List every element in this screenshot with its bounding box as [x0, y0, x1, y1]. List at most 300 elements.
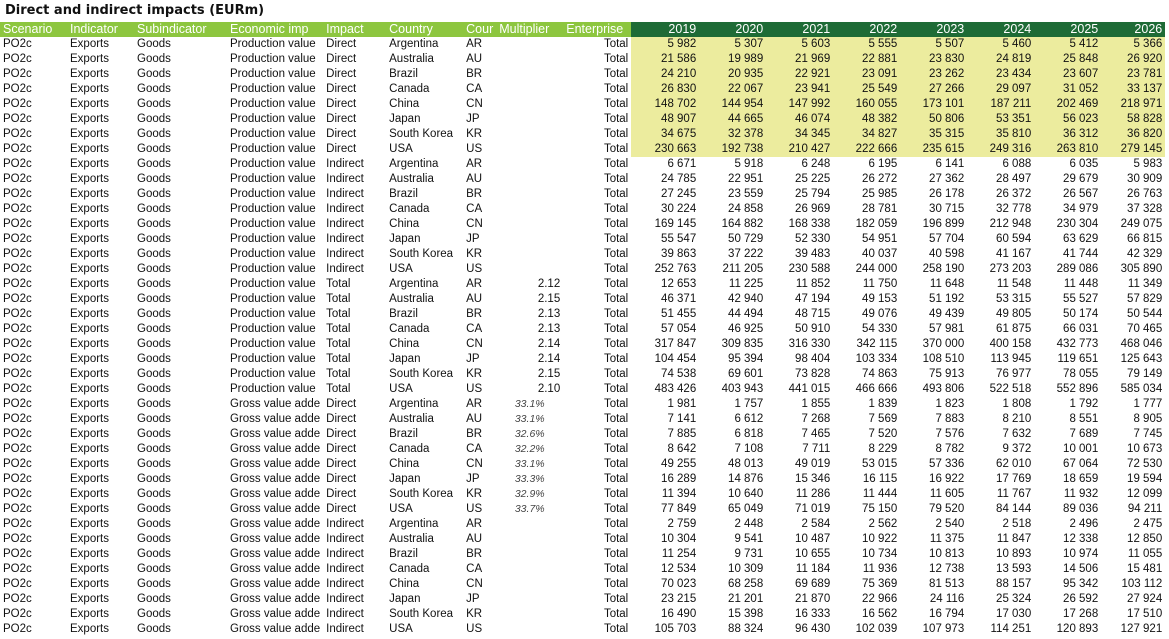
cell-value-2024[interactable]: 41 167 — [996, 248, 1032, 260]
cell-scenario[interactable]: PO2c — [3, 608, 32, 620]
cell-enterprise[interactable]: Total — [603, 593, 629, 605]
cell-impact[interactable]: Total — [326, 293, 351, 305]
cell-economic-impact[interactable]: Production value — [230, 353, 316, 365]
cell-impact[interactable]: Direct — [326, 143, 357, 155]
cell-value-2026[interactable]: 37 328 — [1127, 203, 1163, 215]
cell-value-2025[interactable]: 230 304 — [1056, 218, 1099, 230]
cell-subindicator[interactable]: Goods — [137, 518, 171, 530]
cell-value-2026[interactable]: 2 475 — [1133, 518, 1163, 530]
cell-economic-impact[interactable]: Gross value adde — [230, 413, 321, 425]
cell-value-2025[interactable]: 7 689 — [1069, 428, 1099, 440]
cell-subindicator[interactable]: Goods — [137, 128, 171, 140]
cell-value-2024[interactable]: 11 847 — [996, 533, 1032, 545]
cell-country[interactable]: Australia — [389, 533, 434, 545]
cell-country[interactable]: Argentina — [389, 398, 439, 410]
cell-value-2020[interactable]: 2 448 — [734, 518, 764, 530]
cell-value-2023[interactable]: 11 648 — [929, 278, 965, 290]
cell-value-2026[interactable]: 218 971 — [1101, 97, 1165, 112]
cell-country-code[interactable]: BR — [466, 428, 483, 440]
cell-country[interactable]: Brazil — [389, 548, 418, 560]
cell-value-2020[interactable]: 22 067 — [699, 82, 766, 97]
cell-economic-impact[interactable]: Production value — [230, 128, 316, 140]
cell-value-2020[interactable]: 403 943 — [721, 383, 764, 395]
cell-value-2021[interactable]: 49 019 — [795, 458, 831, 470]
cell-value-2020[interactable]: 88 324 — [728, 623, 764, 635]
cell-impact[interactable]: Indirect — [326, 218, 364, 230]
cell-enterprise[interactable]: Total — [603, 233, 629, 245]
cell-value-2022[interactable]: 10 922 — [862, 533, 898, 545]
cell-value-2026[interactable]: 11 055 — [1127, 548, 1163, 560]
cell-value-2023[interactable]: 10 813 — [929, 548, 965, 560]
cell-impact[interactable]: Indirect — [326, 623, 364, 635]
cell-value-2019[interactable]: 11 254 — [661, 548, 697, 560]
cell-value-2024[interactable]: 76 977 — [996, 368, 1032, 380]
cell-value-2020[interactable]: 37 222 — [728, 248, 764, 260]
year-header[interactable]: 2024 — [967, 22, 1034, 37]
cell-value-2020[interactable]: 309 835 — [721, 338, 764, 350]
cell-scenario[interactable]: PO2c — [3, 98, 32, 110]
cell-value-2023[interactable]: 1 823 — [935, 398, 965, 410]
cell-value-2021[interactable]: 230 588 — [788, 263, 831, 275]
cell-subindicator[interactable]: Goods — [137, 143, 171, 155]
cell-value-2019[interactable]: 30 224 — [661, 203, 697, 215]
cell-country[interactable]: Canada — [389, 203, 430, 215]
cell-value-2026[interactable]: 10 673 — [1127, 443, 1163, 455]
cell-economic-impact[interactable]: Production value — [230, 203, 316, 215]
cell-value-2023[interactable]: 24 116 — [929, 593, 965, 605]
year-header[interactable]: 2019 — [631, 22, 699, 37]
cell-scenario[interactable]: PO2c — [3, 158, 32, 170]
cell-multiplier[interactable]: 2.13 — [537, 308, 561, 320]
cell-economic-impact[interactable]: Production value — [230, 323, 316, 335]
cell-subindicator[interactable]: Goods — [137, 248, 171, 260]
cell-value-2021[interactable]: 22 921 — [766, 67, 833, 82]
cell-impact[interactable]: Indirect — [326, 578, 364, 590]
cell-value-2022[interactable]: 6 195 — [868, 158, 898, 170]
cell-value-2021[interactable]: 11 184 — [795, 563, 831, 575]
cell-country-code[interactable]: AR — [466, 278, 483, 290]
cell-country[interactable]: South Korea — [389, 248, 454, 260]
cell-value-2021[interactable]: 316 330 — [788, 338, 831, 350]
cell-value-2022[interactable]: 11 750 — [862, 278, 898, 290]
cell-multiplier[interactable]: 33.7% — [514, 503, 545, 515]
cell-country-code[interactable]: JP — [466, 113, 480, 125]
cell-country-code[interactable]: BR — [466, 68, 483, 80]
cell-economic-impact[interactable]: Gross value adde — [230, 578, 321, 590]
cell-value-2025[interactable]: 34 979 — [1063, 203, 1099, 215]
cell-value-2023[interactable]: 108 510 — [922, 353, 965, 365]
cell-subindicator[interactable]: Goods — [137, 173, 171, 185]
cell-indicator[interactable]: Exports — [70, 278, 109, 290]
cell-scenario[interactable]: PO2c — [3, 428, 32, 440]
column-header[interactable]: Cour — [463, 22, 496, 37]
cell-value-2019[interactable]: 21 586 — [631, 52, 699, 67]
cell-value-2021[interactable]: 6 248 — [801, 158, 831, 170]
cell-enterprise[interactable]: Total — [603, 128, 629, 140]
cell-economic-impact[interactable]: Gross value adde — [230, 488, 321, 500]
cell-value-2026[interactable]: 5 983 — [1133, 158, 1163, 170]
cell-indicator[interactable]: Exports — [70, 113, 109, 125]
cell-value-2019[interactable]: 16 490 — [661, 608, 697, 620]
cell-impact[interactable]: Direct — [326, 98, 357, 110]
cell-value-2022[interactable]: 8 229 — [868, 443, 898, 455]
cell-multiplier[interactable] — [496, 532, 563, 547]
cell-indicator[interactable]: Exports — [70, 263, 109, 275]
cell-value-2020[interactable]: 22 951 — [728, 173, 764, 185]
cell-impact[interactable]: Total — [326, 278, 351, 290]
cell-value-2020[interactable]: 48 013 — [728, 458, 764, 470]
cell-country[interactable]: Canada — [389, 443, 430, 455]
cell-value-2019[interactable]: 16 289 — [661, 473, 697, 485]
cell-country[interactable]: Canada — [389, 323, 430, 335]
cell-country[interactable]: Argentina — [389, 158, 439, 170]
cell-value-2024[interactable]: 53 351 — [967, 112, 1034, 127]
cell-country-code[interactable]: AU — [466, 53, 483, 65]
cell-value-2024[interactable]: 9 372 — [1002, 443, 1032, 455]
cell-country[interactable]: Brazil — [389, 308, 418, 320]
cell-multiplier[interactable] — [496, 37, 563, 52]
cell-value-2020[interactable]: 10 309 — [728, 563, 764, 575]
cell-value-2020[interactable]: 46 925 — [728, 323, 764, 335]
cell-impact[interactable]: Indirect — [326, 203, 364, 215]
cell-value-2019[interactable]: 169 145 — [654, 218, 697, 230]
cell-value-2020[interactable]: 164 882 — [721, 218, 764, 230]
cell-value-2023[interactable]: 50 806 — [900, 112, 967, 127]
cell-value-2019[interactable]: 48 907 — [631, 112, 699, 127]
cell-value-2020[interactable]: 5 307 — [699, 37, 766, 52]
cell-multiplier[interactable] — [496, 52, 563, 67]
cell-multiplier[interactable]: 2.14 — [537, 353, 561, 365]
cell-subindicator[interactable]: Goods — [137, 563, 171, 575]
cell-multiplier[interactable] — [496, 562, 563, 577]
cell-value-2024[interactable]: 29 097 — [967, 82, 1034, 97]
cell-value-2022[interactable]: 5 555 — [833, 37, 900, 52]
cell-value-2019[interactable]: 55 547 — [661, 233, 697, 245]
cell-value-2022[interactable]: 222 666 — [833, 142, 900, 157]
cell-value-2025[interactable]: 63 629 — [1063, 233, 1099, 245]
cell-country-code[interactable]: CA — [466, 203, 483, 215]
cell-value-2025[interactable]: 95 342 — [1063, 578, 1099, 590]
cell-value-2024[interactable]: 24 819 — [967, 52, 1034, 67]
cell-scenario[interactable]: PO2c — [3, 263, 32, 275]
cell-value-2019[interactable]: 1 981 — [667, 398, 697, 410]
cell-value-2025[interactable]: 29 679 — [1063, 173, 1099, 185]
cell-country[interactable]: Argentina — [389, 278, 439, 290]
cell-enterprise[interactable]: Total — [603, 368, 629, 380]
cell-country[interactable]: Brazil — [389, 188, 418, 200]
cell-economic-impact[interactable]: Production value — [230, 368, 316, 380]
cell-enterprise[interactable]: Total — [603, 218, 629, 230]
cell-value-2026[interactable]: 8 905 — [1133, 413, 1163, 425]
cell-value-2025[interactable]: 12 338 — [1063, 533, 1099, 545]
cell-value-2019[interactable]: 46 371 — [661, 293, 697, 305]
cell-value-2021[interactable]: 11 286 — [795, 488, 831, 500]
cell-scenario[interactable]: PO2c — [3, 203, 32, 215]
cell-economic-impact[interactable]: Gross value adde — [230, 428, 321, 440]
cell-scenario[interactable]: PO2c — [3, 278, 32, 290]
cell-country-code[interactable]: US — [466, 143, 483, 155]
cell-enterprise[interactable]: Total — [603, 83, 629, 95]
cell-value-2023[interactable]: 107 973 — [922, 623, 965, 635]
cell-multiplier[interactable]: 2.14 — [537, 338, 561, 350]
cell-value-2021[interactable]: 16 333 — [795, 608, 831, 620]
cell-value-2024[interactable]: 13 593 — [996, 563, 1032, 575]
column-header[interactable]: Economic imp — [227, 22, 323, 37]
cell-country-code[interactable]: CN — [466, 338, 483, 350]
cell-value-2021[interactable]: 34 345 — [766, 127, 833, 142]
cell-value-2019[interactable]: 12 653 — [661, 278, 697, 290]
cell-value-2022[interactable]: 49 076 — [862, 308, 898, 320]
cell-country[interactable]: USA — [389, 623, 413, 635]
cell-value-2022[interactable]: 244 000 — [855, 263, 898, 275]
cell-economic-impact[interactable]: Production value — [230, 143, 316, 155]
column-header[interactable]: Impact — [323, 22, 386, 37]
cell-value-2021[interactable]: 5 603 — [766, 37, 833, 52]
cell-value-2025[interactable]: 10 001 — [1063, 443, 1099, 455]
cell-enterprise[interactable]: Total — [603, 98, 629, 110]
cell-value-2024[interactable]: 60 594 — [996, 233, 1032, 245]
cell-multiplier[interactable] — [496, 112, 563, 127]
cell-value-2022[interactable]: 40 037 — [862, 248, 898, 260]
cell-value-2026[interactable]: 585 034 — [1120, 383, 1163, 395]
cell-scenario[interactable]: PO2c — [3, 188, 32, 200]
column-header[interactable]: Scenario — [0, 22, 67, 37]
cell-value-2025[interactable]: 120 893 — [1056, 623, 1099, 635]
cell-multiplier[interactable] — [496, 592, 563, 607]
cell-value-2021[interactable]: 147 992 — [766, 97, 833, 112]
cell-value-2025[interactable]: 202 469 — [1034, 97, 1101, 112]
cell-multiplier[interactable] — [496, 97, 563, 112]
cell-enterprise[interactable]: Total — [603, 563, 629, 575]
cell-country[interactable]: Brazil — [389, 68, 418, 80]
cell-enterprise[interactable]: Total — [603, 53, 629, 65]
cell-value-2019[interactable]: 5 982 — [631, 37, 699, 52]
cell-value-2026[interactable]: 27 924 — [1127, 593, 1163, 605]
cell-value-2024[interactable]: 49 805 — [996, 308, 1032, 320]
cell-value-2023[interactable]: 57 704 — [929, 233, 965, 245]
cell-value-2020[interactable]: 144 954 — [699, 97, 766, 112]
cell-enterprise[interactable]: Total — [603, 323, 629, 335]
cell-value-2024[interactable]: 212 948 — [989, 218, 1032, 230]
year-header[interactable]: 2022 — [833, 22, 900, 37]
cell-value-2024[interactable]: 2 518 — [1002, 518, 1032, 530]
cell-impact[interactable]: Total — [326, 368, 351, 380]
cell-economic-impact[interactable]: Gross value adde — [230, 608, 321, 620]
cell-country[interactable]: South Korea — [389, 128, 454, 140]
cell-value-2022[interactable]: 102 039 — [855, 623, 898, 635]
cell-indicator[interactable]: Exports — [70, 143, 109, 155]
cell-enterprise[interactable]: Total — [603, 518, 629, 530]
cell-value-2024[interactable]: 23 434 — [967, 67, 1034, 82]
cell-value-2025[interactable]: 1 792 — [1069, 398, 1099, 410]
year-header[interactable]: 2026 — [1101, 22, 1165, 37]
cell-value-2020[interactable]: 192 738 — [699, 142, 766, 157]
cell-value-2022[interactable]: 74 863 — [862, 368, 898, 380]
cell-value-2025[interactable]: 11 932 — [1063, 488, 1099, 500]
cell-subindicator[interactable]: Goods — [137, 338, 171, 350]
cell-value-2025[interactable]: 67 064 — [1063, 458, 1099, 470]
cell-enterprise[interactable]: Total — [603, 398, 629, 410]
cell-value-2020[interactable]: 9 731 — [734, 548, 764, 560]
cell-impact[interactable]: Direct — [326, 428, 357, 440]
cell-value-2026[interactable]: 26 920 — [1101, 52, 1165, 67]
cell-country-code[interactable]: JP — [466, 233, 480, 245]
cell-value-2019[interactable]: 317 847 — [654, 338, 697, 350]
cell-scenario[interactable]: PO2c — [3, 398, 32, 410]
cell-value-2022[interactable]: 53 015 — [862, 458, 898, 470]
column-header[interactable]: Subindicator — [134, 22, 227, 37]
cell-country-code[interactable]: KR — [466, 368, 483, 380]
cell-value-2023[interactable]: 49 439 — [929, 308, 965, 320]
cell-indicator[interactable]: Exports — [70, 233, 109, 245]
cell-value-2020[interactable]: 211 205 — [722, 263, 764, 275]
cell-value-2023[interactable]: 235 615 — [900, 142, 967, 157]
cell-indicator[interactable]: Exports — [70, 383, 109, 395]
cell-value-2026[interactable]: 12 850 — [1127, 533, 1163, 545]
cell-value-2026[interactable]: 1 777 — [1133, 398, 1163, 410]
cell-enterprise[interactable]: Total — [603, 293, 629, 305]
column-header[interactable]: Country — [386, 22, 463, 37]
cell-value-2022[interactable]: 7 569 — [868, 413, 898, 425]
cell-subindicator[interactable]: Goods — [137, 158, 171, 170]
cell-value-2020[interactable]: 9 541 — [734, 533, 764, 545]
cell-indicator[interactable]: Exports — [70, 353, 109, 365]
cell-value-2023[interactable]: 258 190 — [922, 263, 965, 275]
cell-subindicator[interactable]: Goods — [137, 53, 171, 65]
cell-impact[interactable]: Direct — [326, 53, 357, 65]
cell-economic-impact[interactable]: Gross value adde — [230, 458, 321, 470]
cell-indicator[interactable]: Exports — [70, 158, 109, 170]
cell-value-2024[interactable]: 249 316 — [967, 142, 1034, 157]
cell-value-2026[interactable]: 279 145 — [1101, 142, 1165, 157]
cell-indicator[interactable]: Exports — [70, 38, 109, 50]
cell-scenario[interactable]: PO2c — [3, 218, 32, 230]
cell-indicator[interactable]: Exports — [70, 473, 109, 485]
cell-value-2025[interactable]: 26 592 — [1063, 593, 1099, 605]
cell-economic-impact[interactable]: Gross value adde — [230, 593, 321, 605]
cell-scenario[interactable]: PO2c — [3, 293, 32, 305]
cell-value-2024[interactable]: 1 808 — [1002, 398, 1032, 410]
cell-value-2023[interactable]: 196 899 — [922, 218, 965, 230]
cell-value-2026[interactable]: 66 815 — [1127, 233, 1163, 245]
cell-economic-impact[interactable]: Production value — [230, 233, 316, 245]
cell-value-2023[interactable]: 79 520 — [929, 503, 965, 515]
cell-indicator[interactable]: Exports — [70, 428, 109, 440]
cell-value-2020[interactable]: 20 935 — [699, 67, 766, 82]
cell-value-2024[interactable]: 62 010 — [996, 458, 1032, 470]
cell-enterprise[interactable]: Total — [603, 413, 629, 425]
cell-indicator[interactable]: Exports — [70, 443, 109, 455]
cell-indicator[interactable]: Exports — [70, 83, 109, 95]
cell-value-2019[interactable]: 252 763 — [654, 263, 697, 275]
cell-value-2020[interactable]: 15 398 — [728, 608, 764, 620]
cell-value-2020[interactable]: 21 201 — [728, 593, 764, 605]
cell-value-2020[interactable]: 23 559 — [728, 188, 764, 200]
cell-country-code[interactable]: KR — [466, 488, 483, 500]
cell-indicator[interactable]: Exports — [70, 578, 109, 590]
cell-value-2022[interactable]: 342 115 — [856, 338, 898, 350]
cell-value-2024[interactable]: 8 210 — [1002, 413, 1032, 425]
cell-country-code[interactable]: CN — [466, 218, 483, 230]
cell-enterprise[interactable]: Total — [603, 578, 629, 590]
cell-value-2021[interactable]: 48 715 — [795, 308, 831, 320]
cell-subindicator[interactable]: Goods — [137, 443, 171, 455]
cell-impact[interactable]: Indirect — [326, 563, 364, 575]
cell-country-code[interactable]: CN — [466, 98, 483, 110]
cell-value-2023[interactable]: 26 178 — [929, 188, 965, 200]
cell-value-2026[interactable]: 72 530 — [1127, 458, 1163, 470]
cell-subindicator[interactable]: Goods — [137, 533, 171, 545]
cell-value-2021[interactable]: 96 430 — [795, 623, 831, 635]
cell-impact[interactable]: Indirect — [326, 173, 364, 185]
cell-multiplier[interactable]: 33.1% — [514, 413, 545, 425]
cell-value-2024[interactable]: 113 945 — [990, 353, 1032, 365]
cell-value-2023[interactable]: 370 000 — [922, 338, 965, 350]
cell-value-2022[interactable]: 22 966 — [862, 593, 898, 605]
cell-indicator[interactable]: Exports — [70, 53, 109, 65]
cell-scenario[interactable]: PO2c — [3, 143, 32, 155]
cell-value-2024[interactable]: 28 497 — [996, 173, 1032, 185]
cell-enterprise[interactable]: Total — [603, 383, 629, 395]
cell-subindicator[interactable]: Goods — [137, 203, 171, 215]
cell-value-2022[interactable]: 54 951 — [862, 233, 898, 245]
cell-economic-impact[interactable]: Production value — [230, 278, 316, 290]
cell-value-2026[interactable]: 50 544 — [1127, 308, 1163, 320]
cell-value-2019[interactable]: 77 849 — [661, 503, 697, 515]
cell-value-2022[interactable]: 103 334 — [855, 353, 898, 365]
cell-value-2025[interactable]: 5 412 — [1034, 37, 1101, 52]
cell-country-code[interactable]: JP — [466, 473, 480, 485]
column-header[interactable]: Multiplier — [496, 22, 563, 37]
cell-impact[interactable]: Direct — [326, 458, 357, 470]
cell-value-2022[interactable]: 48 382 — [833, 112, 900, 127]
cell-value-2026[interactable]: 103 112 — [1121, 578, 1163, 590]
cell-value-2020[interactable]: 68 258 — [728, 578, 764, 590]
cell-country-code[interactable]: US — [466, 503, 483, 515]
cell-value-2019[interactable]: 148 702 — [631, 97, 699, 112]
cell-value-2021[interactable]: 21 969 — [766, 52, 833, 67]
cell-economic-impact[interactable]: Production value — [230, 158, 316, 170]
cell-value-2019[interactable]: 24 785 — [661, 173, 697, 185]
cell-value-2024[interactable]: 10 893 — [996, 548, 1032, 560]
cell-enterprise[interactable]: Total — [603, 158, 629, 170]
cell-indicator[interactable]: Exports — [70, 458, 109, 470]
cell-value-2025[interactable]: 78 055 — [1063, 368, 1099, 380]
cell-value-2024[interactable]: 17 769 — [996, 473, 1032, 485]
cell-value-2024[interactable]: 7 632 — [1002, 428, 1032, 440]
cell-economic-impact[interactable]: Production value — [230, 263, 316, 275]
cell-multiplier[interactable] — [496, 217, 563, 232]
cell-value-2024[interactable]: 400 158 — [989, 338, 1032, 350]
cell-value-2019[interactable]: 8 642 — [667, 443, 697, 455]
cell-country-code[interactable]: AU — [466, 533, 483, 545]
cell-scenario[interactable]: PO2c — [3, 53, 32, 65]
cell-value-2021[interactable]: 69 689 — [795, 578, 831, 590]
cell-subindicator[interactable]: Goods — [137, 308, 171, 320]
cell-multiplier[interactable] — [496, 232, 563, 247]
cell-value-2021[interactable]: 10 655 — [795, 548, 831, 560]
cell-value-2020[interactable]: 32 378 — [699, 127, 766, 142]
cell-multiplier[interactable] — [496, 622, 563, 637]
cell-value-2026[interactable]: 26 763 — [1127, 188, 1163, 200]
cell-value-2022[interactable]: 23 091 — [833, 67, 900, 82]
cell-impact[interactable]: Direct — [326, 503, 357, 515]
cell-country-code[interactable]: KR — [466, 128, 483, 140]
cell-economic-impact[interactable]: Gross value adde — [230, 443, 321, 455]
cell-value-2022[interactable]: 25 985 — [862, 188, 898, 200]
cell-impact[interactable]: Direct — [326, 413, 357, 425]
cell-scenario[interactable]: PO2c — [3, 578, 32, 590]
